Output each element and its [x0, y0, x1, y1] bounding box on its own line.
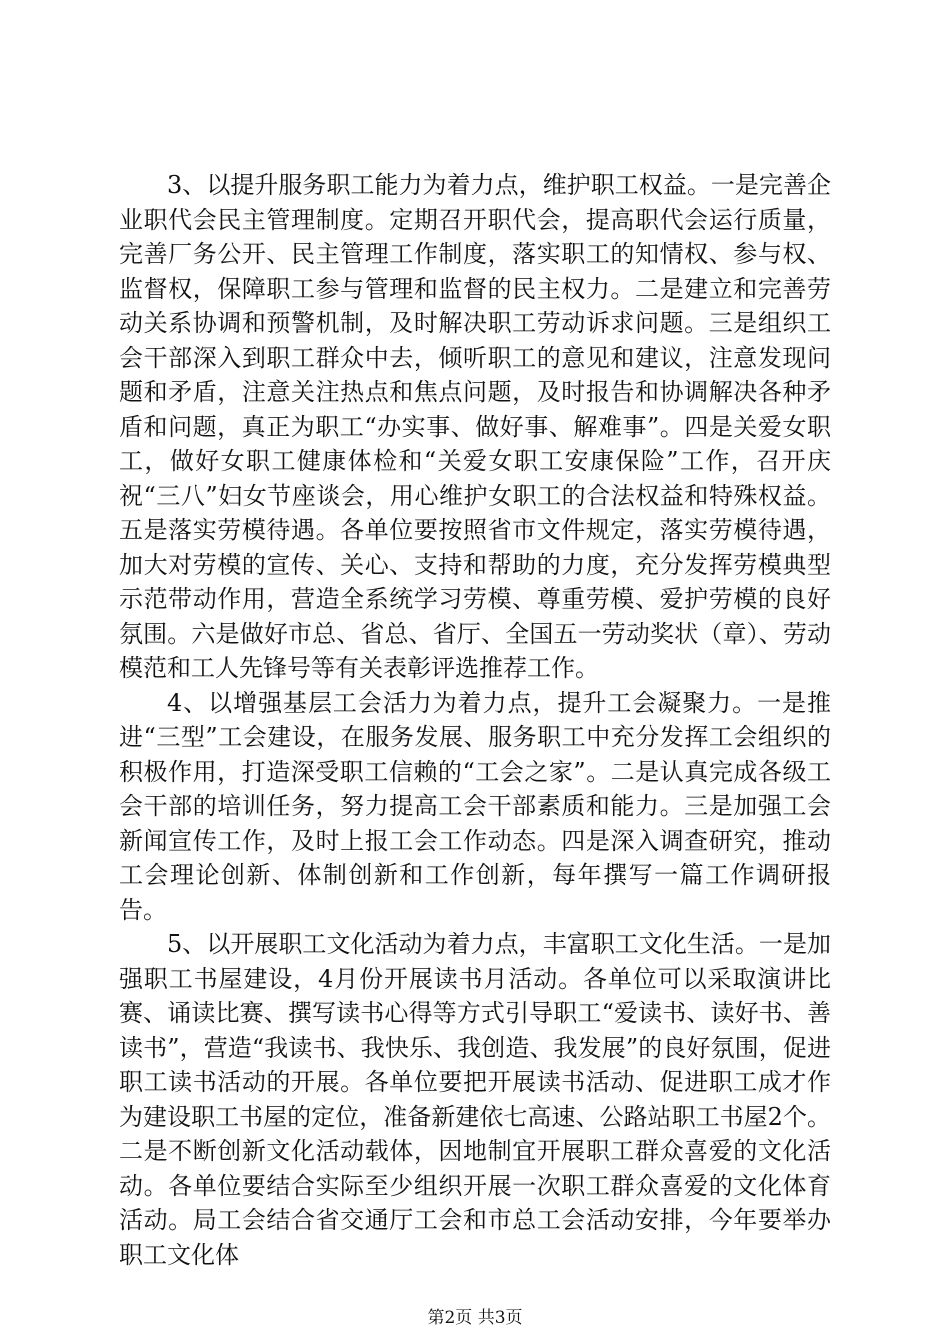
paragraph-item-5: 5、以开展职工文化活动为着力点，丰富职工文化生活。一是加强职工书屋建设，4月份开展读书月活动。各单位可以采取演讲比赛、诵读比赛、撰写读书心得等方式引导职工“爱读书、读好书、善读书”，营造“我读书、我快乐、我创造、我发展”的良好氛围，促进职工读书活动的开展。各单位要把开展读书活动、促进职工成才作为建设职工书屋的定位，准备新建依七高速、公路站职工书屋2个。二是不断创新文化活动载体，因地制宜开展职工群众喜爱的文化活动。各单位要结合实际至少组织开展一次职工群众喜爱的文化体育活动。局工会结合省交通厅工会和市总工会活动安排，今年要举办职工文化体	[119, 930, 831, 1269]
document-body	[119, 168, 831, 1272]
paragraph-item-3: 3、以提升服务职工能力为着力点，维护职工权益。一是完善企业职代会民主管理制度。定期召开职代会，提高职代会运行质量，完善厂务公开、民主管理工作制度，落实职工的知情权、参与权、监督权，保障职工参与管理和监督的民主权力。二是建立和完善劳动关系协调和预警机制，及时解决职工劳动诉求问题。三是组织工会干部深入到职工群众中去，倾听职工的意见和建议，注意发现问题和矛盾，注意关注热点和焦点问题，及时报告和协调解决各种矛盾和问题，真正为职工“办实事、做好事、解难事”。四是关爱女职工，做好女职工健康体检和“关爱女职工安康保险”工作，召开庆祝“三八”妇女节座谈会，用心维护女职工的合法权益和特殊权益。五是落实劳模待遇。各单位要按照省市文件规定，落实劳模待遇，加大对劳模的宣传、关心、支持和帮助的力度，充分发挥劳模典型示范带动作用，营造全系统学习劳模、尊重劳模、爱护劳模的良好氛围。六是做好市总、省总、省厅、全国五一劳动奖状（章）、劳动模范和工人先锋号等有关表彰评选推荐工作。	[119, 171, 831, 682]
page-number-footer: 第2页 共3页	[427, 1308, 523, 1328]
paragraph-item-4: 4、以增强基层工会活力为着力点，提升工会凝聚力。一是推进“三型”工会建设，在服务发展、服务职工中充分发挥工会组织的积极作用，打造深受职工信赖的“工会之家”。二是认真完成各级工会干部的培训任务，努力提高工会干部素质和能力。三是加强工会新闻宣传工作，及时上报工会工作动态。四是深入调查研究，推动工会理论创新、体制创新和工作创新，每年撰写一篇工作调研报告。	[119, 688, 831, 924]
